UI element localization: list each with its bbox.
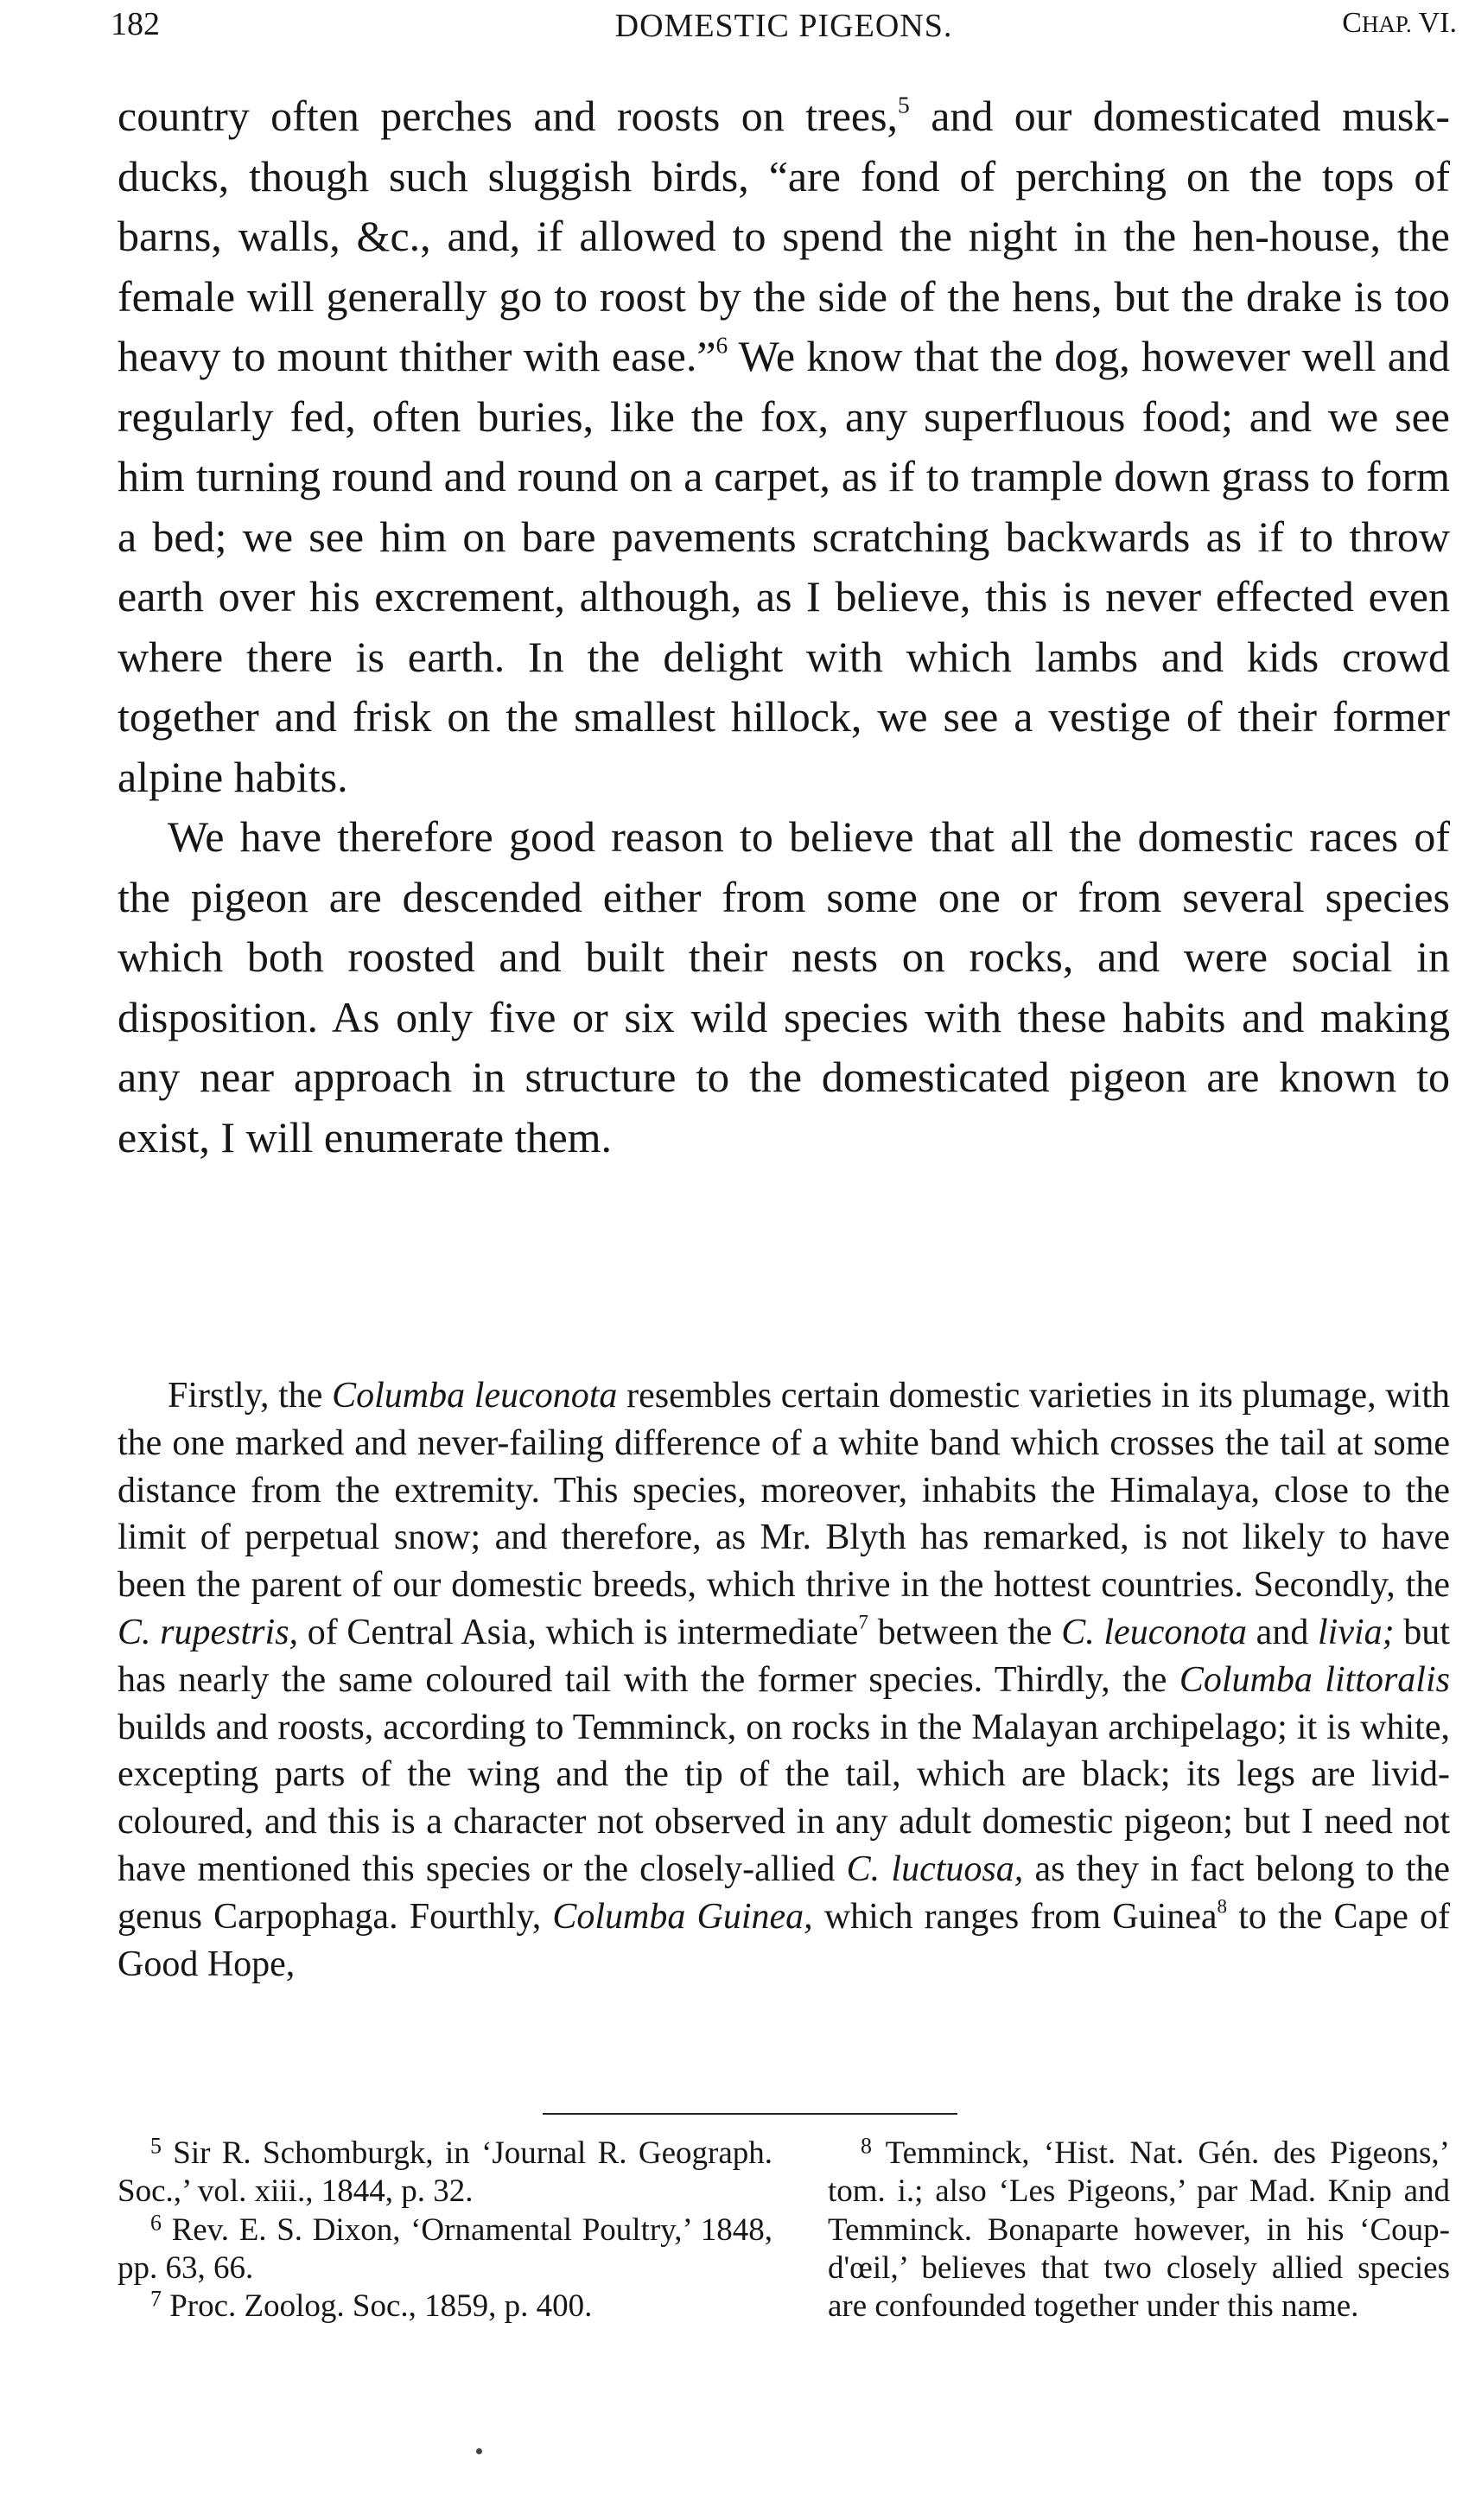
footnote-8 [828,2135,1450,2326]
printing-speck [476,2448,482,2454]
footnote-divider [543,2113,957,2115]
text-run: resembles certain domestic varieties in its plumage, with the one marked and never-failing difference of a white band which crosses the tail at some distance from the extremity. This species, moreover, inhabits the Himalaya, close to the limit of perpetual snow; and therefore, as Mr. Blyth has remarked, is not likely to have been the parent of our domestic breeds, which thrive in the hottest countries. Secondly, the [118,1376,1451,1606]
text-run: and [1247,1612,1318,1652]
main-text [118,86,1450,1168]
footnote-ref-8[interactable]: 8 [1217,1894,1228,1918]
footnote-text: Sir R. Schomburgk, in ‘Journal R. Geograph. Soc.,’ vol. xiii., 1844, p. 32. [118,2135,772,2210]
footnotes-left-column [118,2135,772,2326]
text-run: which ranges from Guinea [812,1896,1218,1937]
text-run: of Central Asia, which is intermediate [298,1612,859,1652]
running-title: DOMESTIC PIGEONS. [614,8,953,44]
species-name: livia; [1318,1612,1395,1652]
text-run: to the Cape of Good Hope, [118,1896,1450,1984]
footnote-marker: 5 [150,2133,162,2159]
footnote-text: Proc. Zoolog. Soc., 1859, p. 400. [169,2288,593,2325]
footnote-6 [118,2211,772,2288]
footnote-5 [118,2135,772,2211]
species-name: Columba Guinea, [552,1896,813,1937]
text-run: Firstly, the [168,1376,333,1416]
text-run: between the [868,1612,1062,1652]
footnote-ref-5[interactable]: 5 [898,91,910,118]
footnotes-right-column [828,2135,1450,2326]
footnote-7 [118,2288,772,2326]
paragraph-enumeration-intro: We have therefore good reason to believe that all the domestic races of the pigeon are descended either from some one or from several species which both roosted and built their nests on rocks, and were social in disposition. As only five or six wild species with these habits and making any near approach in structure to the domesticated pigeon are known to exist, I will enumerate them. [118,812,1450,1161]
paragraph-text: We know that the dog, however well and regularly fed, often buries, like the fox, any superfluous food; and we see him turning round and round on a carpet, as if to trample down grass to form a bed; we see him on bare pavements scratching backwards as if to throw earth over his excrement, although, as I believe, this is never effected even where there is earth. In the delight with which lambs and kids crowd together and frisk on the smallest hillock, we see a vestige of their former alpine habits. [118,332,1450,801]
paragraph-text: country often perches and roosts on trees, [118,92,899,140]
text-run: as they in fact belong to the genus Carpophaga. Fourthly, [118,1849,1451,1937]
footnote-marker: 6 [150,2209,162,2235]
species-name: C. rupestris, [118,1612,299,1652]
page-number: 182 [111,6,160,42]
chapter-number: VI. [1418,7,1457,39]
chapter-label [1342,7,1457,40]
paragraph-text: and our domesticated musk-ducks, though such sluggish birds, “are fond of perching on the tops of barns, walls, &c., and, if allowed to spend the night in the hen-house, the female will generally go to roost by the side of the hens, but the drake is too heavy to mount thither with ease.” [118,92,1450,380]
text-run: builds and roosts, according to Temminck, on rocks in the Malayan archipelago; it is white, excepting parts of the wing and the tip of the tail, which are black; its legs are livid-coloured, and this is a character not observed in any adult domestic pigeon; but I need not have mentioned this species or the closely-allied [118,1707,1450,1889]
species-name: Columba littoralis [1179,1659,1450,1700]
footnote-ref-6[interactable]: 6 [715,331,728,359]
chapter-prefix: C [1342,7,1362,39]
text-run: but has nearly the same coloured tail with the former species. Thirdly, the [118,1612,1450,1700]
chapter-small-caps: HAP. [1361,11,1412,37]
species-name: C. luctuosa, [846,1849,1024,1889]
footnote-text: Temminck, ‘Hist. Nat. Gén. des Pigeons,’ tom. i.; also ‘Les Pigeons,’ par Mad. Knip and Temminck. Bonaparte however, in his ‘Coup-d'œil,’ believes that two closely allied species are confounded together under this name. [828,2135,1450,2325]
species-name: Columba leuconota [332,1376,618,1416]
footnote-text: Rev. E. S. Dixon, ‘Ornamental Poultry,’ 1848, pp. 63, 66. [118,2211,772,2286]
species-name: C. leuconota [1061,1612,1248,1652]
small-print-paragraph [118,1372,1450,1988]
footnote-marker: 8 [861,2133,872,2159]
running-header [111,5,1457,57]
paragraph-continued [118,86,1450,807]
footnote-marker: 7 [150,2286,162,2312]
footnote-ref-7[interactable]: 7 [858,1610,868,1633]
